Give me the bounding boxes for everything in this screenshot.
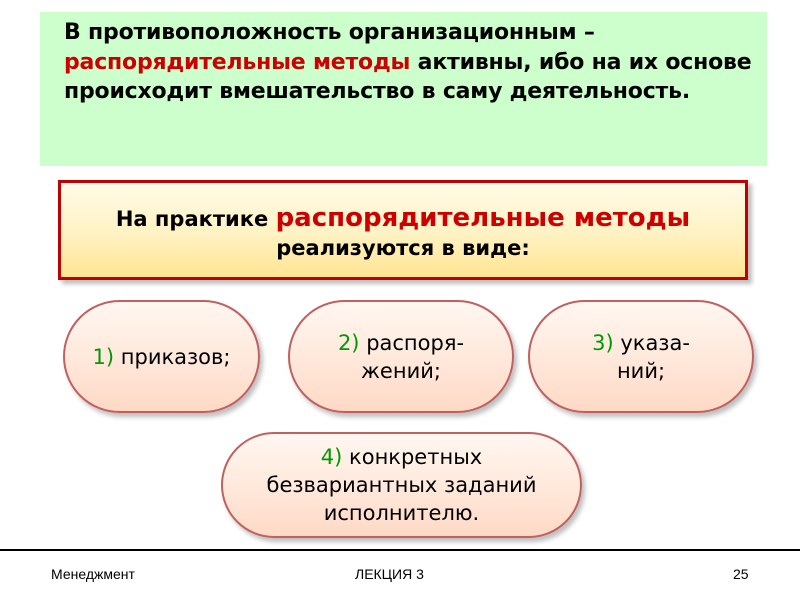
intro-highlight: распорядительные методы (64, 49, 411, 75)
item-directives (288, 300, 514, 413)
intro-text-part2: активны, ибо на их основе происходит вмешательство в саму деятельность. (64, 49, 752, 104)
intro-text-box (40, 12, 767, 166)
item-orders (63, 300, 260, 413)
footer-page-number: 25 (733, 566, 749, 582)
item-instructions-text (592, 329, 690, 385)
item-specific-tasks (221, 432, 582, 538)
item-label: приказов; (114, 344, 231, 369)
item-number: 1) (92, 344, 115, 369)
item-label: конкретных безвариантных заданий исполнителю. (266, 445, 537, 525)
heading-accent: распорядительные методы (275, 203, 691, 233)
methods-heading-box (58, 180, 748, 280)
item-number: 4) (320, 445, 343, 469)
item-label: указа- ний; (616, 330, 690, 383)
item-directives-text (338, 329, 464, 385)
heading-line-2: реализуются в виде: (276, 236, 530, 260)
item-number: 3) (592, 330, 614, 355)
heading-line-1 (61, 203, 745, 234)
item-number: 2) (337, 330, 360, 355)
footer-course-name: Менеджмент (51, 566, 135, 582)
item-orders-text (93, 343, 231, 371)
item-specific-tasks-text (267, 443, 537, 527)
item-label: распоря- жений; (361, 330, 465, 383)
item-instructions (528, 300, 754, 413)
intro-paragraph (64, 18, 757, 107)
intro-text-part1: В противоположность организационным – (64, 20, 595, 45)
heading-prefix: На практике (115, 207, 276, 231)
footer-divider (0, 549, 800, 551)
footer-lecture-label: ЛЕКЦИЯ 3 (355, 566, 424, 582)
